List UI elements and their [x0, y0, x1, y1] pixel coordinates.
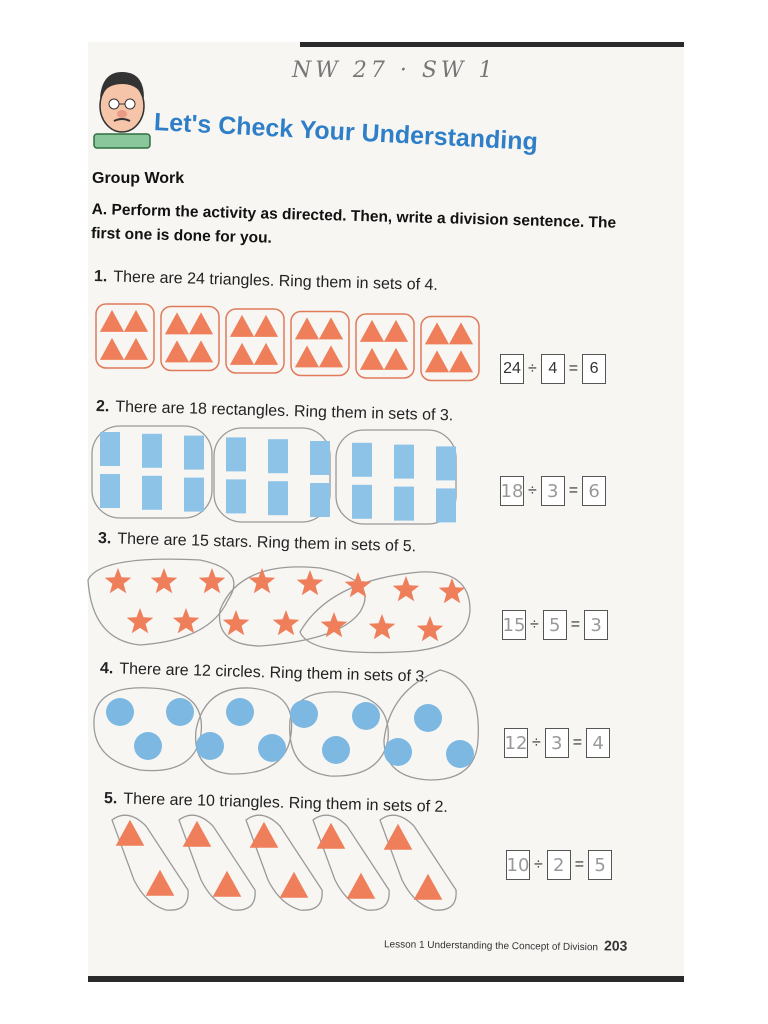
divide-sign: ÷	[534, 856, 543, 873]
triangle-shape	[183, 821, 212, 847]
star-shape	[173, 608, 200, 633]
star-shape	[393, 576, 420, 601]
page-title: Let's Check Your Understanding	[153, 108, 539, 157]
rectangle-shape	[142, 434, 162, 468]
circle-shape	[384, 738, 412, 766]
dividend-box[interactable]: 18	[500, 476, 524, 506]
rectangle-shape	[436, 488, 456, 522]
star-shape	[151, 568, 178, 593]
triangle-shape	[425, 350, 449, 372]
triangle-shape	[189, 312, 213, 334]
question-number: 4.	[99, 660, 114, 678]
triangle-shape	[347, 873, 376, 899]
circle-shape	[134, 732, 162, 760]
rectangle-shape	[226, 479, 246, 513]
equals-sign: =	[568, 482, 579, 499]
quotient-box[interactable]: 6	[582, 354, 606, 384]
triangle-shape	[295, 345, 319, 367]
rectangle-shape	[100, 474, 120, 508]
rectangle-shape	[100, 432, 120, 466]
equation-4	[504, 728, 610, 758]
section-heading: Group Work	[92, 170, 185, 187]
rectangle-shape	[142, 476, 162, 510]
equation-3	[502, 610, 608, 640]
divisor-box[interactable]: 4	[541, 354, 565, 384]
triangle-shape	[254, 315, 278, 337]
circle-shape	[352, 702, 380, 730]
star-shape	[369, 614, 396, 639]
rectangle-shape	[184, 478, 204, 512]
equation-1	[500, 354, 606, 384]
triangle-shape	[116, 820, 145, 846]
star-shape	[273, 610, 300, 635]
triangle-shape	[319, 345, 343, 367]
question-text: There are 18 rectangles. Ring them in sets of 3.	[115, 398, 454, 425]
equals-sign: =	[570, 616, 581, 633]
page-number: 203	[603, 937, 628, 954]
star-shape	[223, 610, 250, 635]
rectangle-shape	[436, 446, 456, 480]
equals-sign: =	[568, 360, 579, 377]
triangle-shape	[124, 338, 148, 360]
circle-shape	[258, 734, 286, 762]
question-number: 1.	[93, 268, 108, 286]
triangle-shape	[250, 822, 279, 848]
triangle-shape	[319, 317, 343, 339]
divisor-box[interactable]: 3	[541, 476, 565, 506]
dividend-box[interactable]: 12	[504, 728, 528, 758]
instruction-text: A. Perform the activity as directed. Then, write a division sentence. The first one is done for you.	[90, 200, 617, 247]
hand-drawn-ring	[112, 815, 188, 910]
question-number: 3.	[97, 530, 112, 548]
quotient-box[interactable]: 6	[582, 476, 606, 506]
circle-shape	[446, 740, 474, 768]
divide-sign: ÷	[528, 360, 537, 377]
triangle-shape	[124, 310, 148, 332]
question-number: 2.	[95, 398, 110, 416]
question-text: There are 10 triangles. Ring them in sets of 2.	[123, 790, 449, 817]
quotient-box[interactable]: 4	[586, 728, 610, 758]
divide-sign: ÷	[528, 482, 537, 499]
triangle-shape	[414, 874, 443, 900]
star-shape	[297, 570, 324, 595]
divisor-box[interactable]: 2	[547, 850, 571, 880]
circle-shape	[196, 732, 224, 760]
question-text: There are 24 triangles. Ring them in sets of 4.	[113, 268, 439, 295]
rectangle-shape	[394, 445, 414, 479]
page-footer	[384, 934, 628, 953]
lesson-title: Lesson 1 Understanding the Concept of Division	[383, 939, 599, 954]
rectangle-shape	[352, 485, 372, 519]
star-shape	[439, 578, 466, 603]
handwritten-header: NW 27 · SW 1	[292, 58, 497, 83]
triangle-shape	[213, 871, 242, 897]
hand-drawn-ring	[300, 572, 470, 653]
triangle-shape	[254, 343, 278, 365]
triangle-shape	[165, 312, 189, 334]
triangle-shape	[360, 348, 384, 370]
triangle-shape	[449, 322, 473, 344]
star-shape	[345, 572, 372, 597]
dividend-box[interactable]: 10	[506, 850, 530, 880]
triangle-shape	[384, 320, 408, 342]
equals-sign: =	[574, 856, 585, 873]
dividend-box[interactable]: 15	[502, 610, 526, 640]
quotient-box[interactable]: 3	[584, 610, 608, 640]
triangle-shape	[146, 870, 175, 896]
triangle-shape	[384, 348, 408, 370]
star-shape	[199, 568, 226, 593]
rectangle-shape	[226, 437, 246, 471]
divisor-box[interactable]: 5	[543, 610, 567, 640]
star-shape	[321, 612, 348, 637]
triangle-shape	[230, 343, 254, 365]
dividend-box[interactable]: 24	[500, 354, 524, 384]
triangle-shape	[165, 340, 189, 362]
triangle-shape	[384, 824, 413, 850]
question-text: There are 15 stars. Ring them in sets of 5.	[117, 530, 417, 556]
triangle-shape	[425, 322, 449, 344]
triangle-shape	[230, 315, 254, 337]
divide-sign: ÷	[530, 616, 539, 633]
equals-sign: =	[572, 734, 583, 751]
triangle-shape	[360, 320, 384, 342]
equation-5	[506, 850, 612, 880]
circle-shape	[322, 736, 350, 764]
rectangle-shape	[394, 487, 414, 521]
rectangle-shape	[352, 443, 372, 477]
equation-2	[500, 476, 606, 506]
hand-drawn-ring	[220, 567, 366, 646]
triangle-shape	[100, 338, 124, 360]
triangle-shape	[189, 340, 213, 362]
star-shape	[127, 608, 154, 633]
divisor-box[interactable]: 3	[545, 728, 569, 758]
triangle-shape	[100, 310, 124, 332]
rectangle-shape	[310, 441, 330, 475]
question-text: There are 12 circles. Ring them in sets of 3.	[119, 660, 429, 686]
circle-shape	[414, 704, 442, 732]
circle-shape	[106, 698, 134, 726]
star-shape	[249, 568, 276, 593]
triangle-shape	[317, 823, 346, 849]
rectangle-shape	[310, 483, 330, 517]
star-shape	[105, 568, 132, 593]
star-shape	[417, 616, 444, 641]
quotient-box[interactable]: 5	[588, 850, 612, 880]
question-number: 5.	[103, 790, 118, 808]
triangle-shape	[280, 872, 309, 898]
circle-shape	[166, 698, 194, 726]
rectangle-shape	[184, 436, 204, 470]
divide-sign: ÷	[532, 734, 541, 751]
triangle-shape	[449, 350, 473, 372]
triangle-shape	[295, 317, 319, 339]
rectangle-shape	[268, 439, 288, 473]
circle-shape	[290, 700, 318, 728]
circle-shape	[226, 698, 254, 726]
rectangle-shape	[268, 481, 288, 515]
